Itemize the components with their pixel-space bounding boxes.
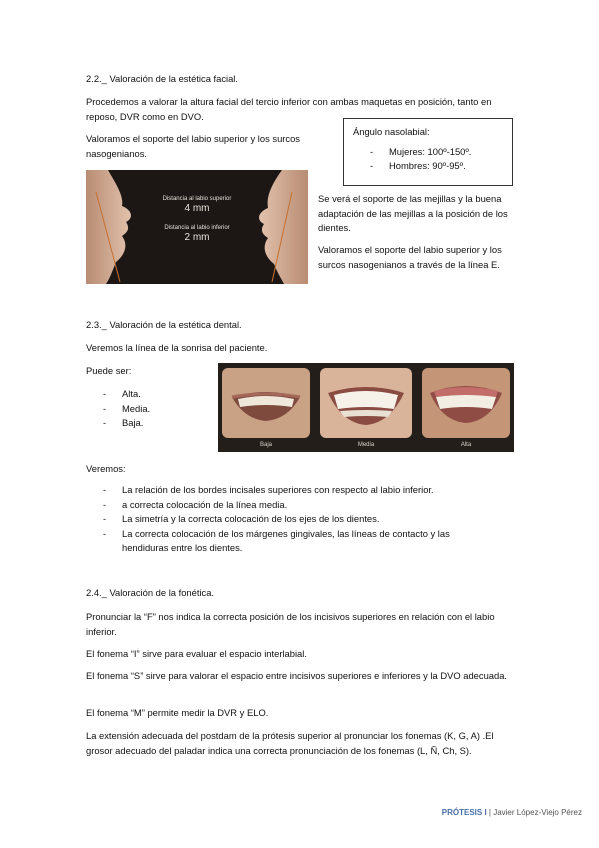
smile-photos-illustration xyxy=(218,363,514,452)
nasolabial-angle-box xyxy=(343,118,513,186)
list-item: - La relación de los bordes incisales superiores con respecto al labio inferior. xyxy=(86,483,486,498)
facial-profile-photo xyxy=(86,170,308,284)
lower-distance-title: Distancia al labio inferior xyxy=(164,225,230,231)
smile-line-text: Veremos la línea de la sonrisa del paciente. xyxy=(86,342,268,353)
e-line-text: Valoramos el soporte del labio superior y los surcos nasogenianos a través de la línea E. xyxy=(318,244,502,270)
section-2-2-heading: 2.2._ Valoración de la estética facial. xyxy=(86,73,238,84)
section-2-2-intro: Procedemos a valorar la altura facial del tercio inferior con ambas maquetas en posición, tanto en reposo, DVR como en DVO. xyxy=(86,96,492,122)
list-item: - Baja. xyxy=(86,416,186,431)
phonetics-paragraph-m: El fonema “M” permite medir la DVR y ELO. xyxy=(86,707,269,718)
smile-photos xyxy=(218,363,514,452)
can-be-text: Puede ser: xyxy=(86,365,132,376)
nasolabial-box-title: Ángulo nasolabial: xyxy=(353,126,430,137)
phonetics-paragraph-postdam: La extensión adecuada del postdam de la prótesis superior al pronunciar los fonemas (K, G, A) .El grosor adecuado del paladar indica una correcta pronunciación de los fonemas (L, Ñ, Ch, S). xyxy=(86,730,494,756)
cheeks-text: Se verá el soporte de las mejillas y la buena adaptación de las mejillas a la posición de los dientes. xyxy=(318,193,508,233)
list-item: - Hombres: 90º-95º. xyxy=(353,159,503,174)
list-item: - Media. xyxy=(86,402,186,417)
smile-caption-low: Baja xyxy=(259,442,272,448)
nasolabial-list xyxy=(353,145,503,174)
section-2-3-heading: 2.3._ Valoración de la estética dental. xyxy=(86,319,242,330)
smile-level-list xyxy=(86,387,186,431)
dental-aesthetics-list xyxy=(86,483,486,556)
list-item: - a correcta colocación de la línea media. xyxy=(86,498,486,513)
smile-caption-medium: Media xyxy=(357,442,375,448)
list-item: - La correcta colocación de los márgenes gingivales, las líneas de contacto y las hendiduras entre los dientes. xyxy=(86,527,486,556)
smile-photo-medium xyxy=(320,368,412,438)
list-item: - Mujeres: 100º-150º. xyxy=(353,145,503,160)
upper-distance-title: Distancia al labio superior xyxy=(162,196,232,202)
we-will-see-text: Veremos: xyxy=(86,463,126,474)
lower-distance-value: 2 mm xyxy=(184,232,210,243)
phonetics-paragraph-s: El fonema “S” sirve para valorar el espacio entre incisivos superiores e inferiores y la DVO adecuada. xyxy=(86,670,508,681)
footer-author: Javier López-Viejo Pérez xyxy=(493,808,582,817)
smile-photo-low xyxy=(222,368,310,438)
smile-caption-high: Alta xyxy=(460,442,472,448)
section-2-4-heading: 2.4._ Valoración de la fonética. xyxy=(86,587,215,598)
list-item: - La simetría y la correcta colocación de los ejes de los dientes. xyxy=(86,512,486,527)
smile-photo-high xyxy=(422,368,510,438)
page-footer xyxy=(442,807,582,818)
footer-separator: | xyxy=(486,808,494,817)
footer-brand: PRÓTESIS I xyxy=(441,808,487,817)
list-item: - Alta. xyxy=(86,387,186,402)
lip-support-text: Valoramos el soporte del labio superior y los surcos nasogenianos. xyxy=(86,133,300,159)
phonetics-paragraph-i: El fonema “I” sirve para evaluar el espacio interlabial. xyxy=(86,648,307,659)
upper-distance-value: 4 mm xyxy=(184,203,210,214)
phonetics-paragraph-f: Pronunciar la “F” nos indica la correcta posición de los incisivos superiores en relación con el labio inferior. xyxy=(86,611,495,637)
